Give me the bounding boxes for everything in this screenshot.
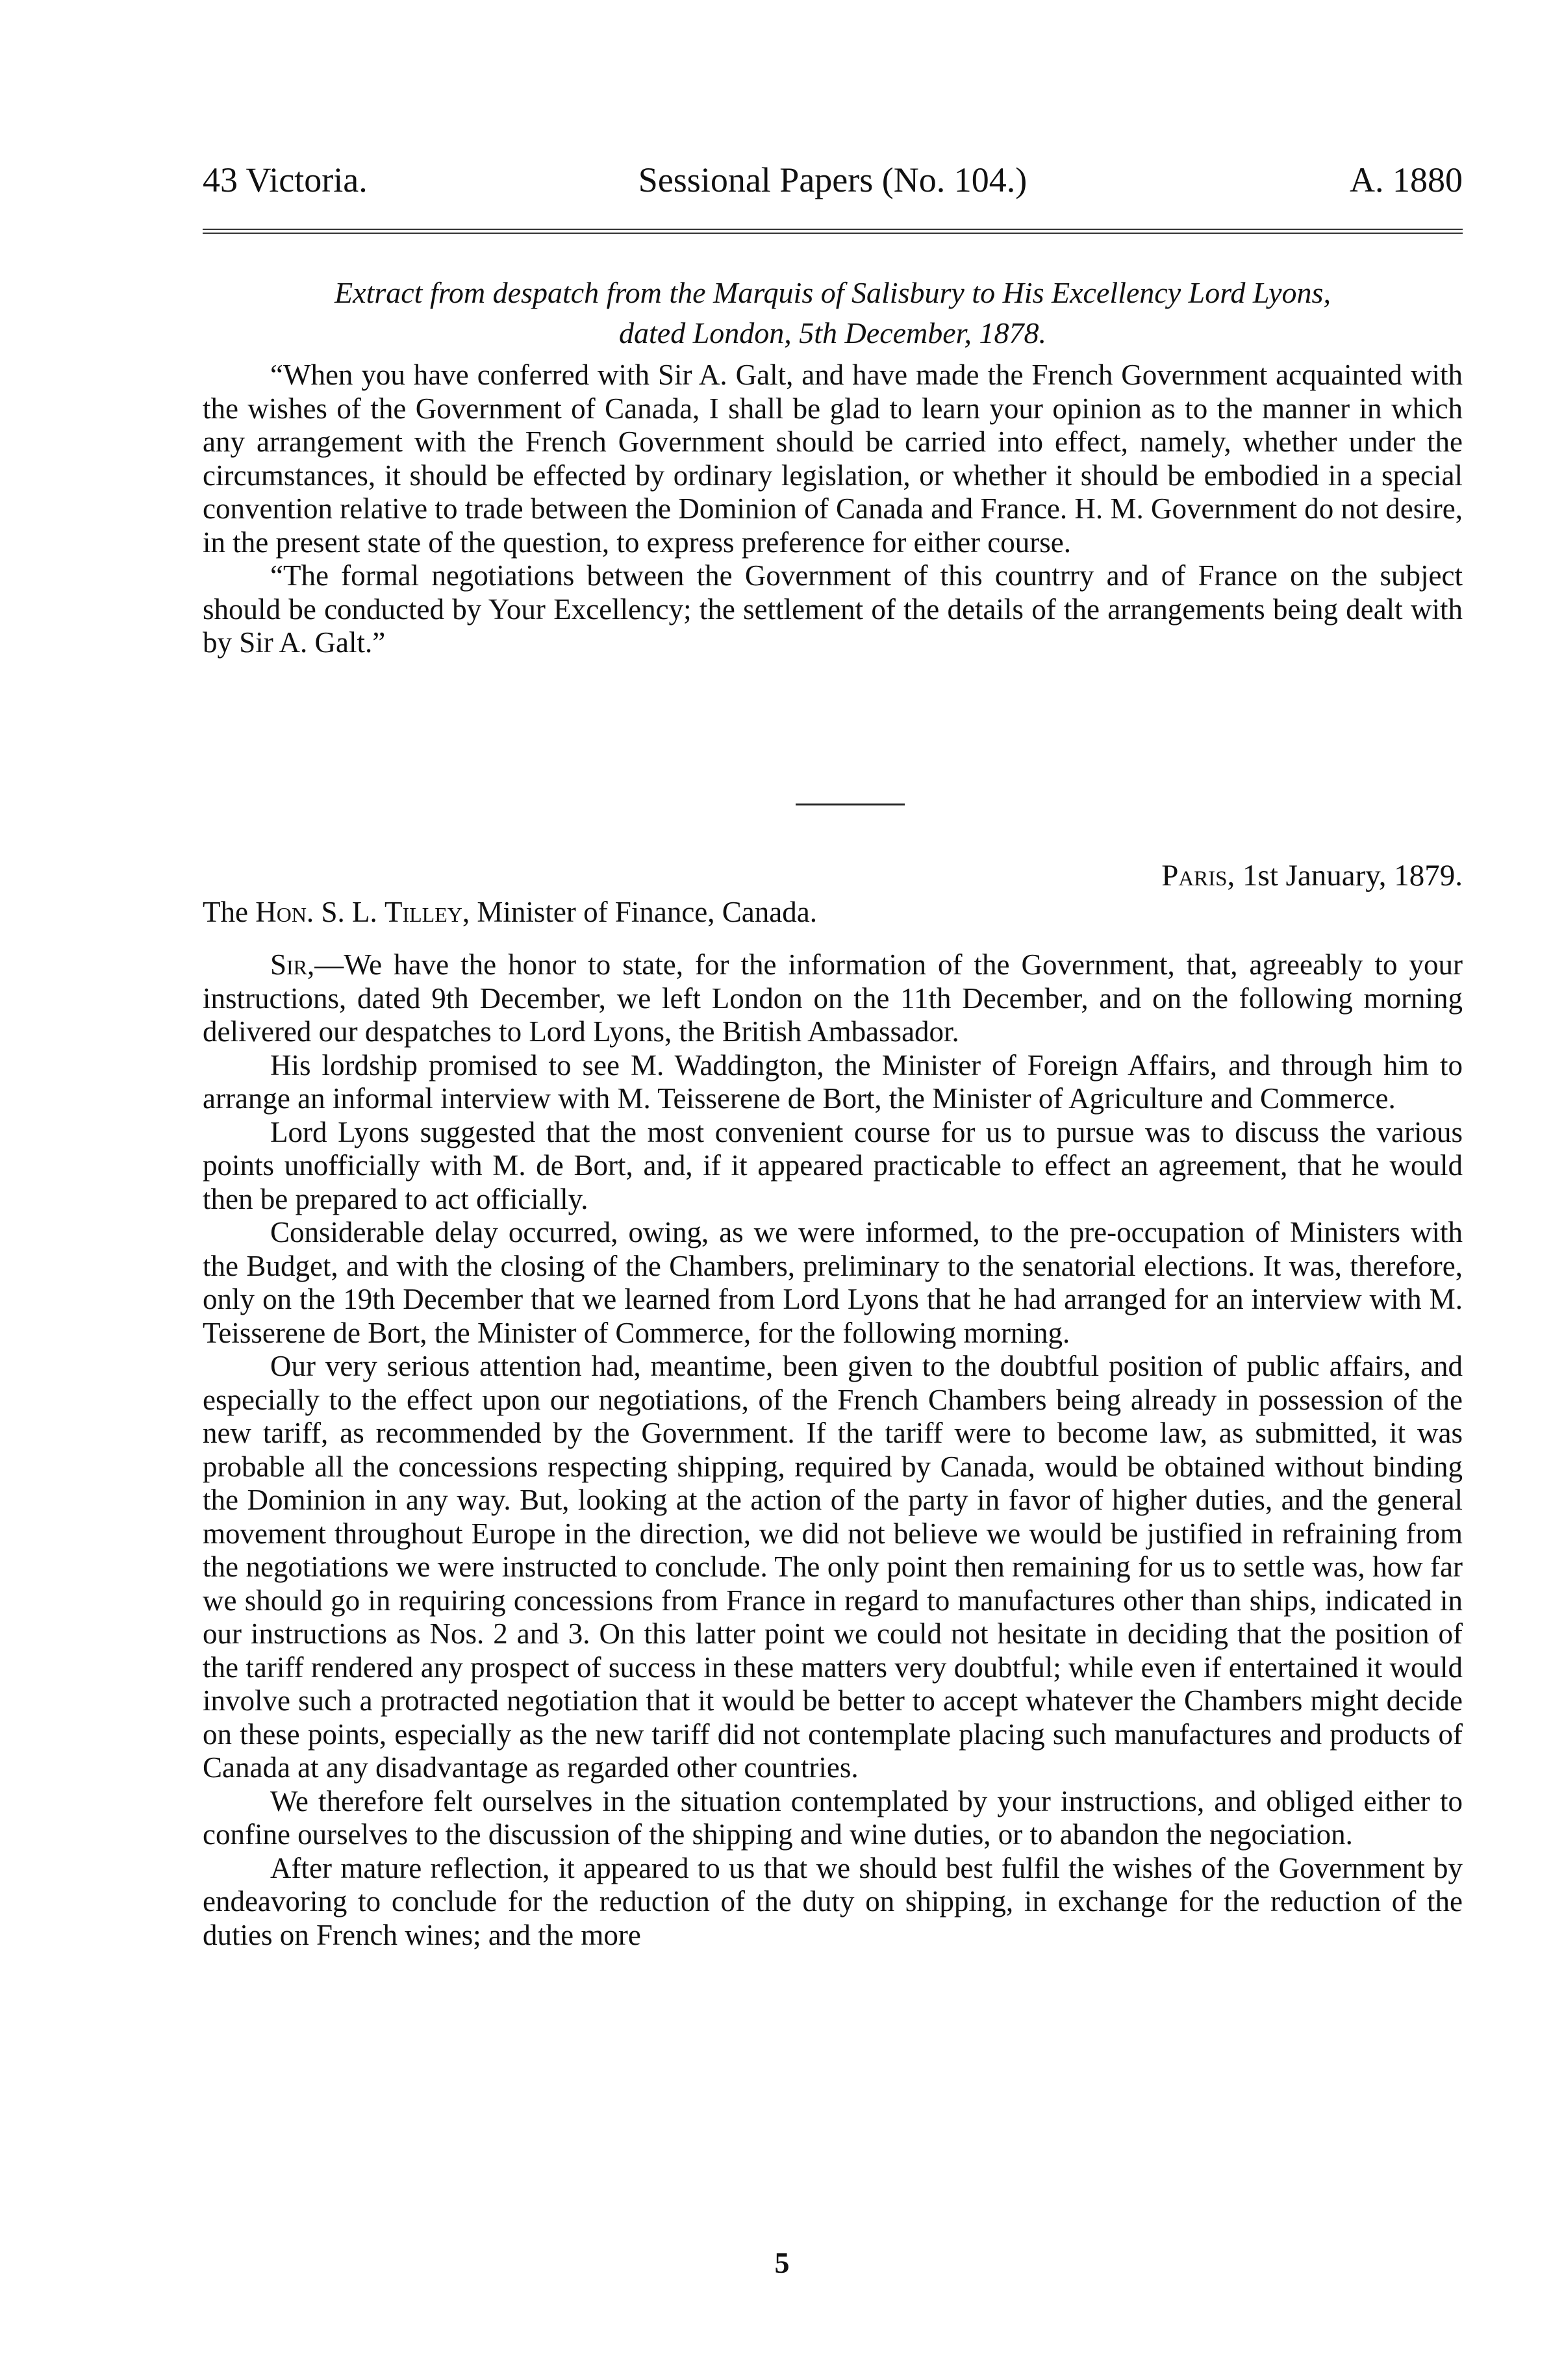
- letter-paragraph: Lord Lyons suggested that the most convenient course for us to pursue was to discuss the various points unofficially with M. de Bort, and, if it appeared practicable to effect an agreement, that he would then be prepared to act officially.: [203, 1115, 1463, 1215]
- letter-paragraph: Our very serious attention had, meantime, been given to the doubtful position of public affairs, and especially to the effect upon our negotiations, of the French Chambers being already in possession of the new tariff, as recommended by the Government. If the tariff were to become law, as submitted, it was probable all the concessions respecting shipping, required by Canada, would be obtained without binding the Dominion in any way. But, looking at the action of the party in favor of higher duties, and the general movement throughout Europe in the direction, we did not believe we would be justified in refraining from the negotiations we were instructed to conclude. The only point then remaining for us to settle was, how far we should go in requiring concessions from France in regard to manufactures other than ships, indicated in our instructions as Nos. 2 and 3. On this latter point we could not hesitate in deciding that the position of the tariff rendered any prospect of success in these matters very doubtful; while even if entertained it would involve such a protracted negotiation that it would be better to accept whatever the Chambers might decide on these points, especially as the new tariff did not contemplate placing such manufactures and products of Canada at any disadvantage as regarded other countries.: [203, 1350, 1463, 1784]
- header-title: Sessional Papers (No. 104.): [638, 160, 1028, 199]
- letter-dateline: [203, 857, 1463, 894]
- quoted-despatch: [203, 359, 1463, 660]
- header-year: A. 1880: [1350, 160, 1463, 199]
- header-double-rule: [203, 229, 1463, 234]
- letter-paragraph: Considerable delay occurred, owing, as we were informed, to the pre-occupation of Ministers with the Budget, and with the closing of the Chambers, preliminary to the senatorial elections. It was, therefore, only on the 19th December that we learned from Lord Lyons that he had arranged for an interview with M. Teisserene de Bort, the Minister of Commerce, for the following morning.: [203, 1216, 1463, 1349]
- letter-addressee: [203, 894, 1463, 930]
- salutation: Sir,: [270, 948, 315, 981]
- paragraph-text: —We have the honor to state, for the information of the Government, that, agreeably to your instructions, dated 9th December, we left London on the 11th December, and on the following morning delivered our despatches to Lord Lyons, the British Ambassador.: [203, 948, 1463, 1048]
- addressee-title: , Minister of Finance, Canada.: [462, 896, 817, 928]
- addressee-surname: Tilley: [384, 896, 462, 928]
- addressee-honorific: Hon.: [255, 896, 314, 928]
- extract-heading-line-1: Extract from despatch from the Marquis of Salisbury to His Excellency Lord Lyons,: [334, 276, 1331, 309]
- letter-paragraph: We therefore felt ourselves in the situation contemplated by your instructions, and obliged either to confine ourselves to the discussion of the shipping and wine duties, or to abandon the negociation.: [203, 1784, 1463, 1851]
- letter-paragraph: After mature reflection, it appeared to us that we should best fulfil the wishes of the Government by endeavoring to conclude for the reduction of the duty on shipping, in exchange for the reduction of the duties on French wines; and the more: [203, 1851, 1463, 1951]
- addressee-prefix: The: [203, 896, 256, 928]
- extract-heading: [203, 273, 1463, 353]
- letter-body: [203, 948, 1463, 1952]
- letter-paragraph: [203, 948, 1463, 1049]
- running-header: [203, 157, 1463, 203]
- dateline-place: Paris,: [1161, 859, 1235, 892]
- addressee-initials: S. L.: [314, 896, 385, 928]
- quote-paragraph: “The formal negotiations between the Government of this countrry and of France on the subject should be conducted by Your Excellency; the settlement of the details of the arrangements being dealt with by Sir A. Galt.”: [203, 559, 1463, 659]
- extract-heading-line-2: dated London, 5th December, 1878.: [619, 316, 1046, 349]
- section-divider: [796, 804, 905, 805]
- header-session: 43 Victoria.: [203, 160, 368, 199]
- letter-paragraph: His lordship promised to see M. Waddington, the Minister of Foreign Affairs, and through him to arrange an informal interview with M. Teisserene de Bort, the Minister of Agriculture and Commerce.: [203, 1048, 1463, 1115]
- quote-paragraph: “When you have conferred with Sir A. Galt, and have made the French Government acquainted with the wishes of the Government of Canada, I shall be glad to learn your opinion as to the manner in which any arrangement with the French Government should be carried into effect, namely, whether under the circumstances, it should be effected by ordinary legislation, or whether it should be embodied in a special convention relative to trade between the Dominion of Canada and France. H. M. Government do not desire, in the present state of the question, to express preference for either course.: [203, 359, 1463, 559]
- dateline-date: 1st January, 1879.: [1235, 859, 1463, 892]
- page-number: 5: [774, 2246, 790, 2279]
